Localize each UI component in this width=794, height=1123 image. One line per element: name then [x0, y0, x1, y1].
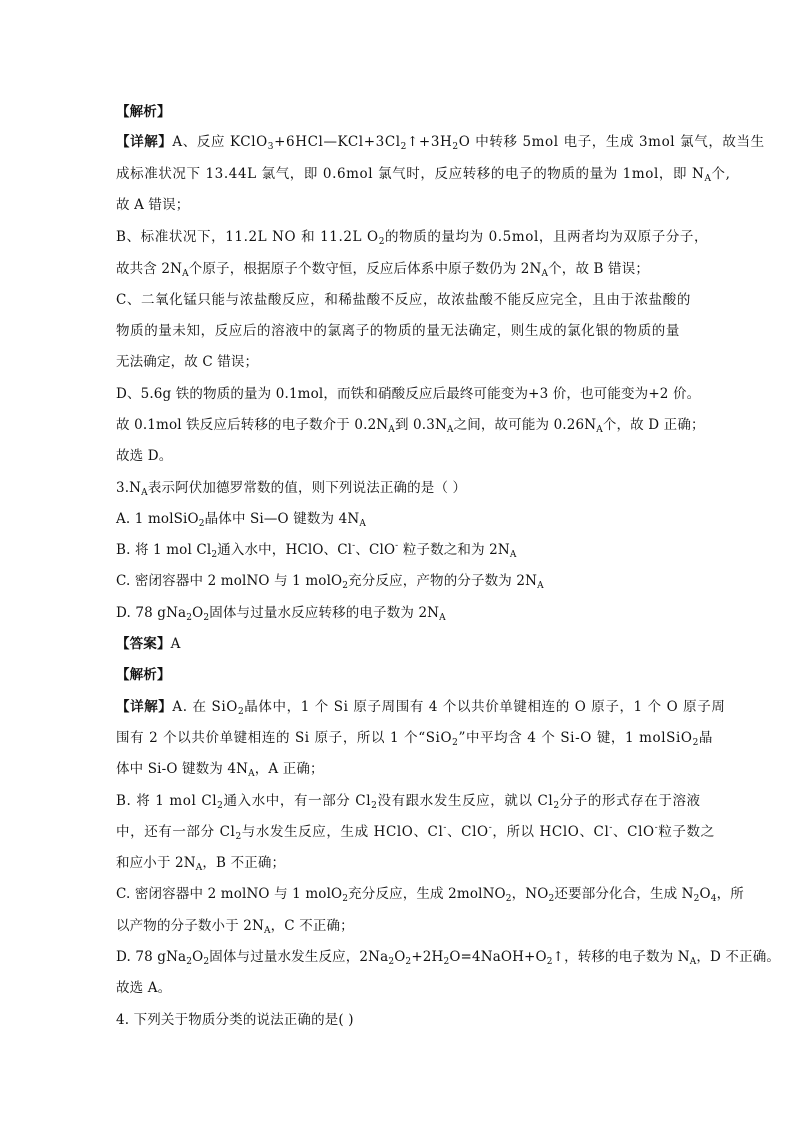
detail-line-6: C、二氧化锰只能与浓盐酸反应，和稀盐酸不反应，故浓盐酸不能反应完全，且由于浓盐酸的	[116, 292, 691, 308]
detail-line-5: 故共含 $2N_A$个原子，根据原子个数守恒，反应后体系中原子数仍为 $2N_A$个，故 B 错误；	[116, 261, 650, 279]
option-c: C. 密闭容器中 2 molNO 与 1 molO$_2$充分反应，产物的分子数为 $2N_A$	[116, 573, 544, 591]
detail2-line-1: 【详解】A. 在 SiO$_2$晶体中，1 个 Si 原子周围有 4 个以共价单键相连的 O 原子，1 个 O 原子周	[116, 699, 726, 717]
section-heading-analysis	[116, 103, 686, 121]
detail2-line-6: 和应小于 $2N_A$，B 不正确；	[116, 855, 286, 873]
detail-line-9: D、5.6g 铁的物质的量为 0.1mol，而铁和硝酸反应后最终可能变为+3 价，也可能变为+2 价。	[116, 386, 701, 402]
answer-value: A	[170, 636, 181, 652]
answer-line	[116, 635, 686, 653]
option-b: B. 将 1 mol $Cl_2$通入水中，HClO、Cl-、ClO- 粒子数之和为 $2N_A$	[116, 541, 517, 560]
detail-tag: 【详解】	[116, 134, 173, 150]
analysis-tag: 【解析】	[116, 104, 171, 120]
detail-line-8: 无法确定，故 C 错误；	[116, 354, 259, 370]
detail-line-10: 故 0.1mol 铁反应后转移的电子数介于 $0.2N_A$到 $0.3N_A$之间，故可能为 $0.26N_A$个，故 D 正确；	[116, 417, 705, 435]
question-3-stem: $3.N_A$表示阿伏加德罗常数的值，则下列说法正确的是（ ）	[116, 480, 467, 498]
choose-answer-line: 故选 D。	[116, 448, 173, 464]
option-a: A. 1 molSiO$_2$晶体中 Si—O 键数为 $4N_A$	[116, 511, 366, 529]
detail-line-2: 成标准状况下 13.44L 氯气，即 0.6mol 氯气时，反应转移的电子的物质的量为 1mol，即 $N_A$个,	[116, 166, 731, 184]
detail2-line-9: D. 78 $gNa_2O_2$固体与过量水发生反应，$2Na_2O_2+2H_2O=4NaOH+O_2↑$，转移的电子数为 $N_A$，D 不正确。	[116, 949, 781, 967]
detail2-line-8: 以产物的分子数小于 $2N_A$，C 不正确；	[116, 918, 354, 936]
detail2-line-4: B. 将 1 mol $Cl_2$通入水中，有一部分 $Cl_2$没有跟水发生反应，就以 $Cl_2$分子的形式存在于溶液	[116, 793, 701, 811]
detail2-line-5: 中，还有一部分 $Cl_2$与水发生反应，生成 HClO、Cl-、ClO-，所以 HClO、Cl-、ClO-粒子数之	[116, 823, 715, 842]
answer-tag: 【答案】	[116, 636, 171, 652]
detail-line-4: B、标准状况下，11.2L NO 和 11.2L $O_2$的物质的量均为 0.5mol，且两者均为双原子分子，	[116, 229, 709, 247]
option-d: D. 78 $gNa_2O_2$固体与过量水反应转移的电子数为 $2N_A$	[116, 605, 446, 623]
choose-answer-line-2: 故选 A。	[116, 980, 172, 996]
section-heading-analysis-2: 【解析】	[116, 667, 171, 683]
detail2-line-7: C. 密闭容器中 2 molNO 与 1 molO$_2$充分反应，生成 2molNO$_2$，$NO_2$还要部分化合，生成 $N_2O_4$，所	[116, 886, 744, 904]
detail-line-3: 故 A 错误；	[116, 197, 190, 213]
detail-line-7: 物质的量未知，反应后的溶液中的氯离子的物质的量无法确定，则生成的氯化银的物质的量	[116, 323, 680, 339]
detail2-line-2: 围有 2 个以共价单键相连的 Si 原子，所以 1 个“SiO$_2$”中平均含 4 个 Si-O 键，1 molSiO$_2$晶	[116, 730, 714, 748]
detail2-line-3: 体中 Si-O 键数为 $4N_A$，A 正确；	[116, 761, 324, 779]
detail-line-1: 【详解】A、反应 $KClO_3+6HCl—KCl+3Cl_2↑+3H_2O$ 中转移 5mol 电子，生成 3mol 氯气，故当生	[116, 134, 765, 152]
question-4-stem: 4. 下列关于物质分类的说法正确的是( )	[116, 1012, 354, 1028]
